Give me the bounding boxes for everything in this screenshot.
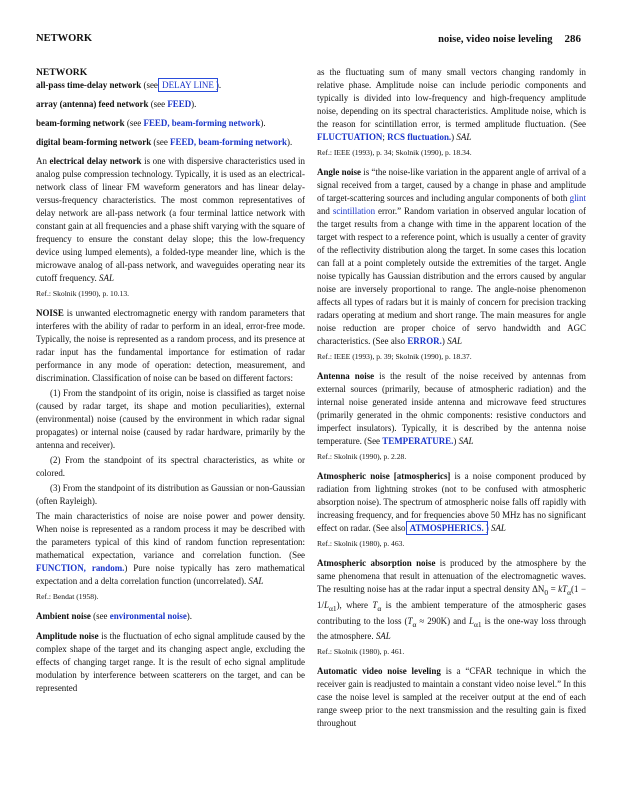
page-number: 286 bbox=[564, 33, 581, 45]
antenna-noise-entry: Antenna noise is the result of the noise received by antennas from external sources (primarily, because of atmospheric radiation) and the internal noise generated inside antenna and microwave feed structures (primarily generated in the ohmic components: resistive conductors and imperfect insulators). Typically, it is described by the antenna noise temperature. (See TEMPERATURE.) SAL bbox=[317, 371, 586, 446]
feed-beam-forming-link[interactable]: FEED, beam-forming network bbox=[143, 118, 261, 128]
reference: Ref.: Skolnik (1990), p. 10.13. bbox=[36, 289, 130, 298]
feed-link[interactable]: FEED bbox=[167, 99, 192, 109]
feed-beam-forming-link-2[interactable]: FEED, beam-forming network bbox=[170, 137, 287, 147]
header-right bbox=[438, 33, 581, 45]
automatic-video-noise-leveling-entry: Automatic video noise leveling is a “CFAR technique in which the receiver gain is readjusted to maintain a constant video noise level.” In this case the noise level is sampled at the receiver output at the end of each range sweep prior to the next transmission and the resulting gain is fixed throughout bbox=[317, 666, 586, 729]
atmospheric-absorption-noise-entry: Atmospheric absorption noise is produced by the atmosphere by the same phenomena that result in attenuation of the electromagnetic waves. The resulting noise has at the radar input a spectral density $\Delta N_0 = kT_\alpha(1 - 1/L_{\alpha 1})$, where $T_\alpha$ is the ambient temperature of the atmospheric gases contributing to the loss $(T_\alpha \approx 290K)$ and $L_{\alpha 1}$ is the one-way loss through the atmosphere. SAL bbox=[317, 558, 586, 642]
delay-line-link[interactable]: DELAY LINE bbox=[162, 80, 214, 90]
function-random-link[interactable]: FUNCTION, random. bbox=[36, 563, 125, 573]
environmental-noise-link[interactable]: environmental noise bbox=[109, 611, 187, 621]
right-column bbox=[317, 66, 586, 732]
noise-point-1: (1) From the standpoint of its origin, noise is classified as target noise (caused by radar target, its shape and motion peculiarities), external (environmental) noise (caused by the environment in which radar signal propagates) or internal noise (caused by radar hardware, primarily by the antenna and receiver). bbox=[36, 388, 305, 450]
temperature-link[interactable]: TEMPERATURE. bbox=[382, 436, 454, 446]
scintillation-link[interactable]: scintillation bbox=[332, 206, 376, 216]
xref-digital-beam-forming: digital beam-forming network (see FEED, beam-forming network). bbox=[36, 137, 293, 147]
running-header bbox=[36, 33, 581, 47]
amplitude-noise-continued: as the fluctuating sum of many small vectors changing randomly in relative phase. Amplitude noise can include periodic components and typically is divided into low-frequency and high-frequency amplitude noise, depending on its spectral characteristics. Amplitude noise, which is the reason for scintillation error, is termed amplitude fluctuation. (See FLUCTUATION; RCS fluctuation.) SAL bbox=[317, 67, 586, 142]
noise-entry: NOISE is unwanted electromagnetic energy with random parameters that interferes with the ability of radar to perform in an ideal, error-free mode. Typically, the noise is represented as a random process, and its presence at radar input has the fundamental importance for estimation of radar performance in any mode of operation: detection, measurement, and discrimination. Classification of noise can be based on different factors: bbox=[36, 308, 305, 383]
noise-point-3: (3) From the standpoint of its distribution as Gaussian or non-Gaussian (often Rayleigh). bbox=[36, 483, 305, 506]
reference: Ref.: IEEE (1993), p. 34; Skolnik (1990), p. 18.34. bbox=[317, 148, 472, 157]
atmospherics-link[interactable]: ATMOSPHERICS. bbox=[409, 523, 484, 533]
electrical-delay-network-entry: An electrical delay network is one with dispersive characteristics used in analog pulse compression technology. Typically, it is used as an electrical-network class of linear FM waveform generators and has linear delay-versus-frequency characteristics. The most common representatives of delay network are all-pass network (a four terminal lattice network with constant gain at all frequencies and a phase shift varying with the square of frequency to ensure the constant delay slope; this the low-frequency device using lumped elements), a folded-type meander line, which is the microwave analog of all-pass network, and waveguides operating near its cutoff frequency. SAL bbox=[36, 156, 305, 283]
fluctuation-link[interactable]: FLUCTUATION bbox=[317, 132, 383, 142]
section-title: NETWORK bbox=[36, 67, 88, 78]
noise-point-2: (2) From the standpoint of its spectral characteristics, as white or colored. bbox=[36, 455, 305, 478]
xref-beam-forming: beam-forming network (see FEED, beam-forming network). bbox=[36, 118, 266, 128]
rcs-fluctuation-link[interactable]: RCS fluctuation. bbox=[387, 132, 452, 142]
noise-characteristics: The main characteristics of noise are noise power and power density. When noise is represented as a random process it may be described with the parameters typical of this kind of random function representation: mathematical expectation, variance and correlation function. (See FUNCTION, random.) Pure noise typically has zero mathematical expectation and a delta correlation function (uncorrelated). SAL bbox=[36, 511, 305, 586]
header-section: NETWORK bbox=[36, 33, 93, 44]
ambient-noise-entry: Ambient noise (see environmental noise). bbox=[36, 611, 192, 621]
angle-noise-entry: Angle noise is “the noise-like variation in the apparent angle of arrival of a signal received from a target, caused by a change in phase and amplitude of target-scattering sources and including angular components of both glint and scintillation error.” Random variation in observed angular location of the target results from a change with time in the apparent location of the target with respect to a reference point, which is usually a center of gravity of the reflectivity distribution along the target. In some cases this location can fall at a point completely outside the extremities of the target. Angle noise typically has Gaussian distribution and the errors caused by angular noise are inversely proportional to range. The angle-noise phenomenon affects all types of radars but it is mainly of concern for precision tracking radars operating at medium and short range. The main measures for angle noise reduction are proper choice of servo handwidth and AGC characteristics. (See also ERROR.) SAL bbox=[317, 167, 587, 346]
reference: Ref.: Skolnik (1980), p. 461. bbox=[317, 647, 405, 657]
left-column bbox=[36, 66, 305, 697]
amplitude-noise-entry: Amplitude noise is the fluctuation of echo signal amplitude caused by the complex shape of the target and its changing aspect angle, excluding the effects of changing target range. It is the result of echo signal amplitude modulation by interference between scatterers on the target, and can be represented bbox=[36, 631, 305, 693]
xref-array-feed: array (antenna) feed network (see FEED). bbox=[36, 99, 197, 109]
header-running-title: noise, video noise leveling bbox=[438, 34, 553, 45]
reference: Ref.: Skolnik (1990), p. 2.28. bbox=[317, 452, 407, 461]
glint-link[interactable]: glint bbox=[569, 193, 586, 203]
reference: Ref.: Bendat (1958). bbox=[36, 592, 99, 601]
reference: Ref.: Skolnik (1980), p. 463. bbox=[317, 539, 405, 548]
xref-all-pass: all-pass time-delay network (see DELAY LINE ). bbox=[36, 80, 222, 90]
atmospheric-noise-entry: Atmospheric noise [atmospherics] is a noise component produced by radiation from lightning strokes (not to be confused with atmospheric absorption noise). The spectrum of atmospheric noise falls off rapidly with increasing frequency, and for frequencies above 50 MHz has no significant effect on radar. (See also ATMOSPHERICS. ) SAL bbox=[317, 471, 586, 533]
error-link[interactable]: ERROR. bbox=[407, 336, 442, 346]
reference: Ref.: IEEE (1993), p. 39; Skolnik (1990), p. 18.37. bbox=[317, 352, 472, 361]
